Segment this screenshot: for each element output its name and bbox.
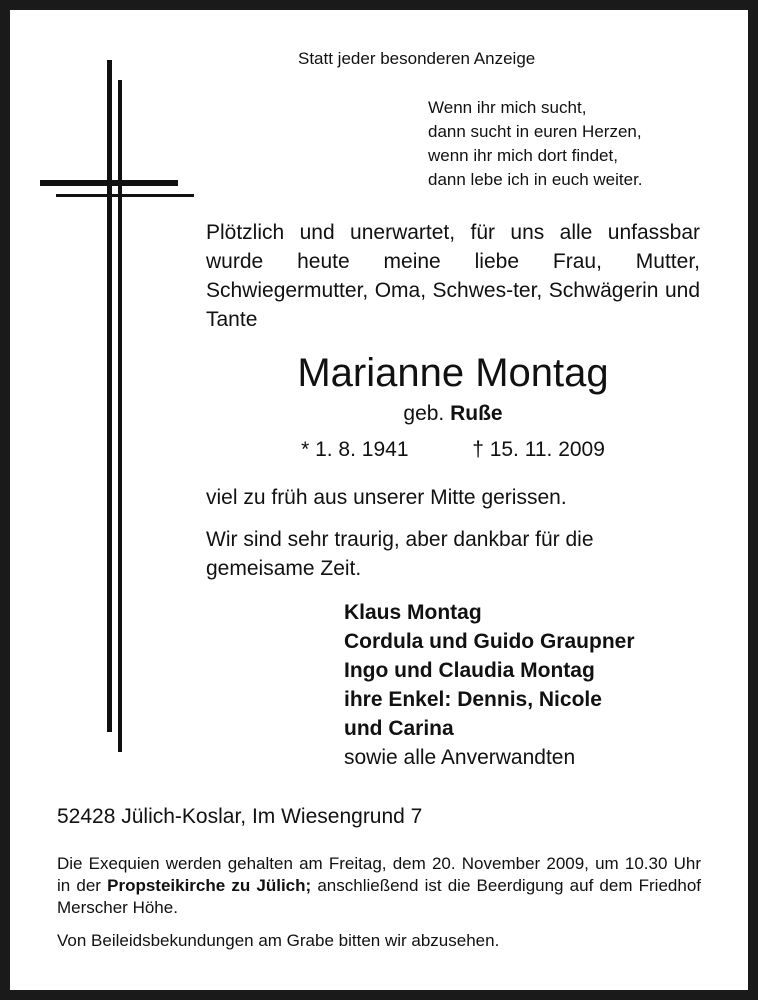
signature-line: ihre Enkel: Dennis, Nicole xyxy=(344,688,602,711)
text-early: viel zu früh aus unserer Mitte gerissen. xyxy=(206,486,567,509)
verse xyxy=(428,96,643,192)
text-grateful: Wir sind sehr traurig, aber dankbar für die gemeisame Zeit. xyxy=(206,528,594,580)
verse-line: dann sucht in euren Herzen, xyxy=(428,122,642,141)
signature-line: Klaus Montag xyxy=(344,601,482,624)
born-name: Ruße xyxy=(450,402,503,425)
condolence-note: Von Beileidsbekundungen am Grabe bitten wir abzusehen. xyxy=(57,931,500,950)
death-date: † 15. 11. 2009 xyxy=(472,438,605,461)
verse-line: wenn ihr mich dort findet, xyxy=(428,146,618,165)
obituary-notice xyxy=(10,10,748,990)
life-dates xyxy=(206,438,700,462)
signature-line: und Carina xyxy=(344,717,454,740)
signature-line: Cordula und Guido Graupner xyxy=(344,630,635,653)
verse-line: dann lebe ich in euch weiter. xyxy=(428,170,643,189)
birth-name xyxy=(206,402,700,426)
born-prefix: geb. xyxy=(403,402,445,425)
service-text-1: Die Exequien werden gehalten am Freitag, dem 20. November 2009, um 10.30 Uhr in der xyxy=(57,854,701,895)
intro-text: Plötzlich und unerwartet, für uns alle unfassbar wurde heute meine liebe Frau, Mutter, Schwiegermutter, Oma, Schwes-ter, Schwägerin und Tante xyxy=(206,221,700,331)
service-text-2: anschließend ist die Beerdigung auf dem Friedhof Merscher Höhe. xyxy=(57,876,702,917)
church-name: Propsteikirche zu Jülich; xyxy=(107,876,312,895)
header-statt: Statt jeder besonderen Anzeige xyxy=(298,49,536,68)
relatives: sowie alle Anverwandten xyxy=(344,746,576,769)
deceased-name: Marianne Montag xyxy=(297,351,609,395)
signature-line: Ingo und Claudia Montag xyxy=(344,659,595,682)
service-info xyxy=(57,853,701,919)
verse-line: Wenn ihr mich sucht, xyxy=(428,98,587,117)
birth-date: * 1. 8. 1941 xyxy=(301,438,409,461)
address: 52428 Jülich-Koslar, Im Wiesengrund 7 xyxy=(57,805,423,828)
signatures xyxy=(344,598,635,743)
